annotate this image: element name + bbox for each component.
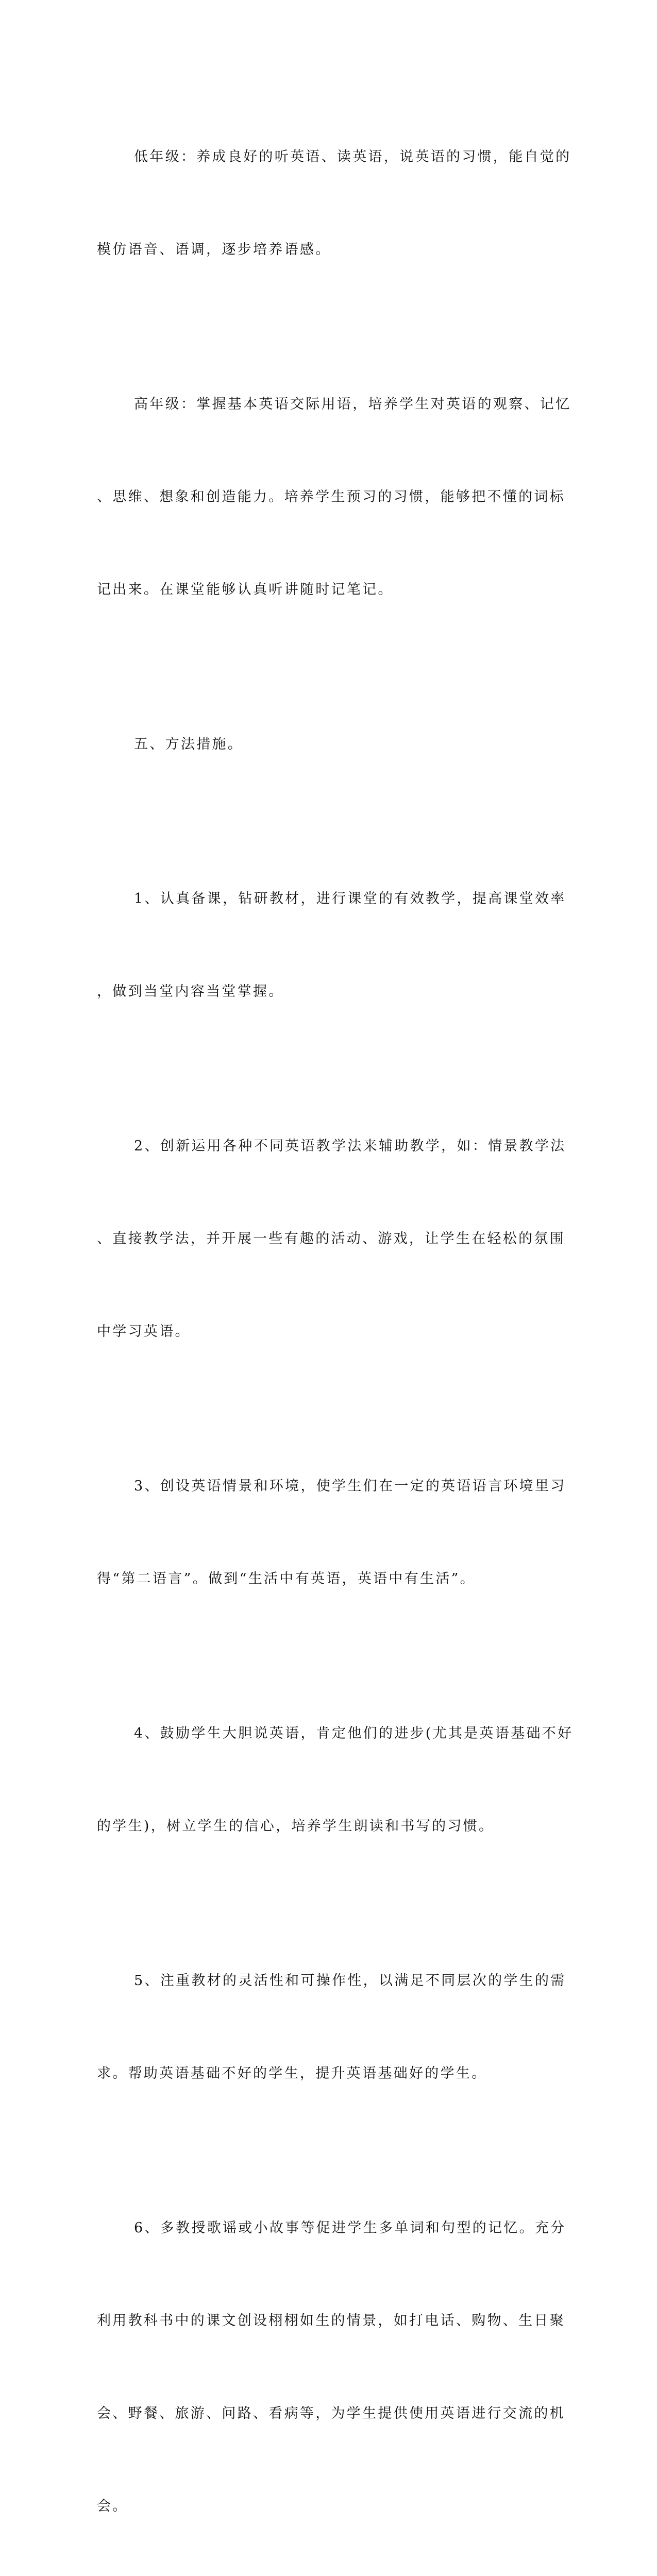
list-item-3 xyxy=(97,1409,566,1656)
list-item-4 xyxy=(97,1656,574,1904)
paragraph-line: 、思维、想象和创造能力。培养学生预习的习惯，能够把不懂的词标 xyxy=(97,489,565,505)
paragraph-line: ，做到当堂内容当堂掌握。 xyxy=(97,984,284,999)
paragraph-line: 中学习英语。 xyxy=(97,1324,191,1340)
paragraph-line: 会。 xyxy=(97,2498,128,2514)
paragraph-line: 得“第二语言”。做到“生活中有英语，英语中有生活”。 xyxy=(97,1571,476,1587)
paragraph-line: 模仿语音、语调，逐步培养语感。 xyxy=(97,242,331,258)
list-item-2 xyxy=(97,1069,566,1409)
section-heading-methods xyxy=(97,667,550,822)
document-body xyxy=(97,80,574,2576)
paragraph-line: 利用教科书中的课文创设栩栩如生的情景，如打电话、购物、生日聚 xyxy=(97,2313,565,2329)
paragraph-line: 6、多教授歌谣或小故事等促进学生多单词和句型的记忆。充分 xyxy=(134,2220,566,2236)
section-heading-line: 五、方法措施。 xyxy=(134,736,244,752)
paragraph-lower-grade xyxy=(97,80,571,327)
paragraph-line: 、直接教学法，并开展一些有趣的活动、游戏，让学生在轻松的氛围 xyxy=(97,1231,565,1247)
list-item-5 xyxy=(97,1904,566,2151)
paragraph-line: 的学生)，树立学生的信心，培养学生朗读和书写的习惯。 xyxy=(97,1818,495,1834)
paragraph-line: 4、鼓励学生大胆说英语，肯定他们的进步(尤其是英语基础不好 xyxy=(134,1725,574,1741)
list-item-6 xyxy=(97,2151,566,2576)
paragraph-line: 求。帮助英语基础不好的学生，提升英语基础好的学生。 xyxy=(97,2065,487,2081)
paragraph-line: 记出来。在课堂能够认真听讲随时记笔记。 xyxy=(97,582,394,598)
paragraph-line: 3、创设英语情景和环境，使学生们在一定的英语语言环境里习 xyxy=(134,1478,566,1494)
list-item-1 xyxy=(97,822,566,1069)
paragraph-line: 2、创新运用各种不同英语教学法来辅助教学，如：情景教学法 xyxy=(134,1138,566,1154)
paragraph-line: 5、注重教材的灵活性和可操作性，以满足不同层次的学生的需 xyxy=(134,1973,566,1989)
paragraph-line: 1、认真备课，钻研教材，进行课堂的有效教学，提高课堂效率 xyxy=(134,891,566,907)
paragraph-line: 高年级：掌握基本英语交际用语，培养学生对英语的观察、记忆 xyxy=(134,396,571,412)
paragraph-line: 低年级：养成良好的听英语、读英语，说英语的习惯，能自觉的 xyxy=(134,149,571,165)
paragraph-upper-grade xyxy=(97,327,571,667)
paragraph-line: 会、野餐、旅游、问路、看病等，为学生提供使用英语进行交流的机 xyxy=(97,2405,565,2421)
